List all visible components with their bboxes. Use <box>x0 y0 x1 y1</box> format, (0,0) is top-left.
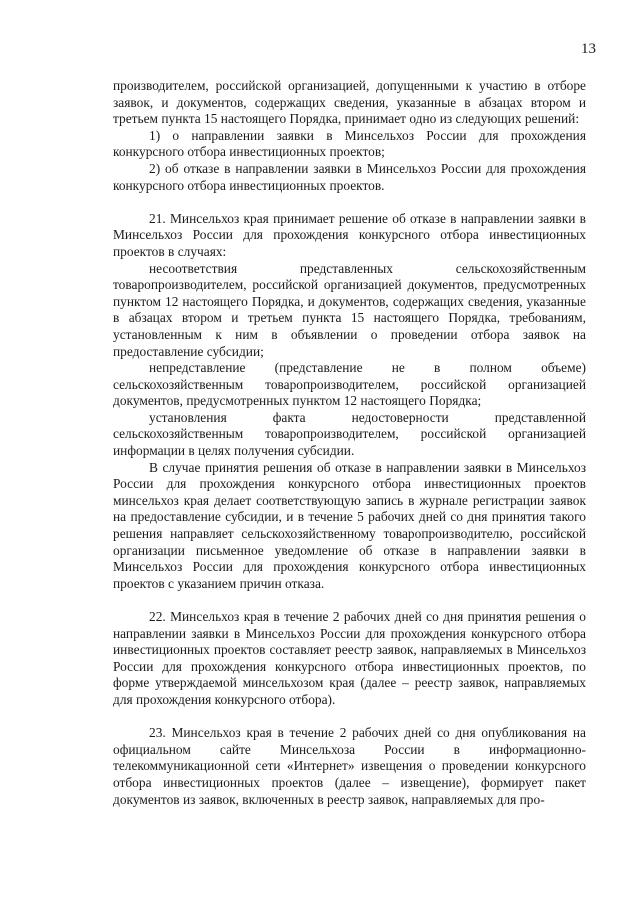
page-number: 13 <box>581 41 596 57</box>
paragraph-option-1: 1) о направлении заявки в Минсельхоз России для прохождения конкурсного отбора инвестиционных проектов; <box>113 127 586 160</box>
paragraph-option-2: 2) об отказе в направлении заявки в Минсельхоз России для прохождения конкурсного отбора инвестиционных проектов. <box>113 160 586 193</box>
paragraph-clause-22: 22. Минсельхоз края в течение 2 рабочих дней со дня принятия решения о направлении заявки в Минсельхоз России для прохождения конкурсного отбора инвестиционных проектов составляет реестр заявок, направляемых в Минсельхоз России для прохождения конкурсного отбора инвестиционных проектов, по форме утверждаемой минсельхозом края (далее – реестр заявок, направляемых для прохождения конкурсного отбора). <box>113 609 586 707</box>
document-body <box>113 78 586 808</box>
paragraph-clause-23: 23. Минсельхоз края в течение 2 рабочих дней со дня опубликования на официальном сайте Минсельхоза России в информационно-телекоммуникационной сети «Интернет» извещения о проведении конкурсного отбора инвестиционных проектов (далее – извещение), формирует пакет документов из заявок, включенных в реестр заявок, направляемых для про- <box>113 725 586 807</box>
paragraph-continuation: производителем, российской организацией, допущенными к участию в отборе заявок, и документов, содержащих сведения, указанные в абзацах втором и третьем пункта 15 настоящего Порядка, принимает одно из следующих решений: <box>113 78 586 127</box>
paragraph-clause-21: 21. Минсельхоз края принимает решение об отказе в направлении заявки в Минсельхоз России для прохождения конкурсного отбора инвестиционных проектов в случаях: <box>113 210 586 259</box>
paragraph-reason-3: установления факта недостоверности представленной сельскохозяйственным товаропроизводителем, российской организацией информации в целях получения субсидии. <box>113 409 586 459</box>
paragraph-reason-2: непредставление (представление не в полном объеме) сельскохозяйственным товаропроизводителем, российской организацией документов, предусмотренных пунктом 12 настоящего Порядка; <box>113 360 586 409</box>
paragraph-reason-1: несоответствия представленных сельскохозяйственным товаропроизводителем, российской организацией документов, предусмотренных пунктом 12 настоящего Порядка, и документов, содержащих сведения, указанные в абзацах втором и третьем пункта 15 настоящего Порядка, требованиям, установленным к ним в объявлении о проведении отбора заявок на предоставление субсидии; <box>113 260 586 359</box>
paragraph-refusal-procedure: В случае принятия решения об отказе в направлении заявки в Минсельхоз России для прохождения конкурсного отбора инвестиционных проектов минсельхоз края делает соответствующую запись в журнале регистрации заявок на предоставление субсидии, и в течение 5 рабочих дней со дня принятия такого решения направляет сельскохозяйственному товаропроизводителю, российской организации письменное уведомление об отказе в направлении заявки в Минсельхоз России для прохождения конкурсного отбора инвестиционных проектов с указанием причин отказа. <box>113 459 586 591</box>
